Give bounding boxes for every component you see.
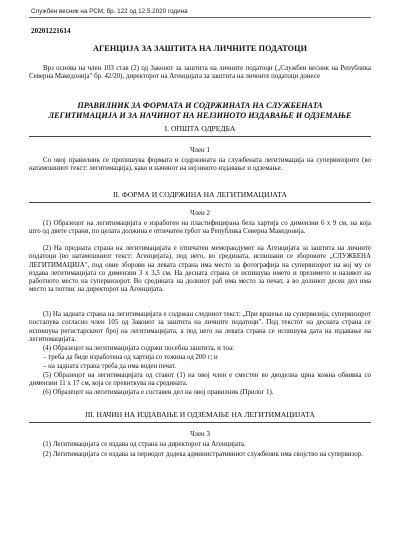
article-2-para-1: (1) Образецот на легитимацијата е изработен на пластифицирана бела хартија со димензии 6 х 9 см, на која што од двете страни, по целата должина е отпечатен грбот на Република Северна Македонија. <box>29 220 371 236</box>
document-id: 20201221614 <box>31 27 71 35</box>
article-2-para-4: (4) Образецот на легитимацијата содржи посебна заштита, и тоа: <box>43 345 234 352</box>
article-1-text: Со овој правилник се пропишува формата и содржината на службената легитимација на супервизорите (во натамошниот текст: легитимација), како и начинот на нејзиното издавање и одземање. <box>29 157 371 173</box>
header-divider <box>29 17 371 18</box>
section-2-rule <box>29 202 371 203</box>
article-2-para-6: (6) Образецот на легитимацијата е составен дел на овој правилник (Прилог 1). <box>43 389 274 396</box>
section-1-rule <box>29 136 371 137</box>
title-line-2: ЛЕГИТИМАЦИЈА И ЗА НАЧИНОТ НА НЕЈЗИНОТО ИЗДАВАЊЕ И ОДЗЕМАЊЕ <box>48 111 352 120</box>
gazette-header: Службен весник на РСМ, бр. 122 од 12.5.2020 година <box>31 8 188 15</box>
article-2-para-2: (2) На предната страна на легитимацијата е отпечатен меморандумот на Агенцијата за заштита на личните податоци (во натамошниот текст: Агенцијата), под него, во средината, испишани се зборовите „СЛУЖБЕНА ЛЕГИТИМАЦИЈА", под овие зборови на левата страна има место за фотографија на супервизорот на кој му се издава легитимацијата со димензии 3 х 3,5 см. На десната страна се испишува името и презимето и називот на работното место на супервизорот. Во средината на долниот раб има место за печат, а во долниот десен дел има место за потпис на директорот на Агенцијата. <box>29 245 371 294</box>
section-heading-1: I. ОПШТА ОДРЕДБА <box>164 124 236 133</box>
article-1-heading: Член 1 <box>190 147 210 154</box>
section-heading-2: II. ФОРМА И СОДРЖИНА НА ЛЕГИТИМАЦИЈАТА <box>112 190 287 199</box>
intro-paragraph: Врз основа на член 103 став (2) од Законот за заштита на личните податоци („Службен весник на Република Северна Македонија" бр. 42/20), директорот на Агенцијата за заштита на личните податоци донесе <box>29 65 371 81</box>
title-line-1: ПРАВИЛНИК ЗА ФОРМАТА И СОДРЖИНАТА НА СЛУЖБЕНАТА <box>77 101 323 110</box>
article-2-para-5: (5) Образецот на легитимацијата од ставот (1) на овој член е сместен во дводелна црна кожна обвивка со димензии 11 х 17 см, која се превиткува на средината. <box>29 372 371 388</box>
section-3-rule <box>29 422 371 423</box>
article-3-para-2: (2) Легитимацијата се издава за периодот додека административниот службеник има својство на супервизор. <box>43 451 363 458</box>
article-2-para-3: (3) На задната страна на легитимацијата е содржан следниот текст: „При вршење на супервизија, супервизорот постапува согласно член 105 од Законот за заштита на личните податоци". Под текстот на десната страна се испишува регистарскиот број на легитимацијата, а под него на левата страна се испишува дата на издавање на легитимацијата. <box>29 311 371 343</box>
article-2-heading: Член 2 <box>190 210 210 217</box>
article-2-bullet-2: – на задната страна треба да има воден печат. <box>43 363 177 370</box>
article-2-bullet-1: – треба да биде изработена од хартија со тежина од 200 г; и <box>43 354 218 361</box>
agency-name: АГЕНЦИЈА ЗА ЗАШТИТА НА ЛИЧНИТЕ ПОДАТОЦИ <box>92 44 308 53</box>
article-3-para-1: (1) Легитимацијата се издава од страна на директорот на Агенцијата. <box>43 441 246 448</box>
article-3-heading: Член 3 <box>190 431 210 438</box>
document-title <box>29 101 371 121</box>
section-heading-3: III. НАЧИН НА ИЗДАВАЊЕ И ОДЗЕМАЊЕ НА ЛЕГИТИМАЦИЈАТА <box>85 410 315 419</box>
